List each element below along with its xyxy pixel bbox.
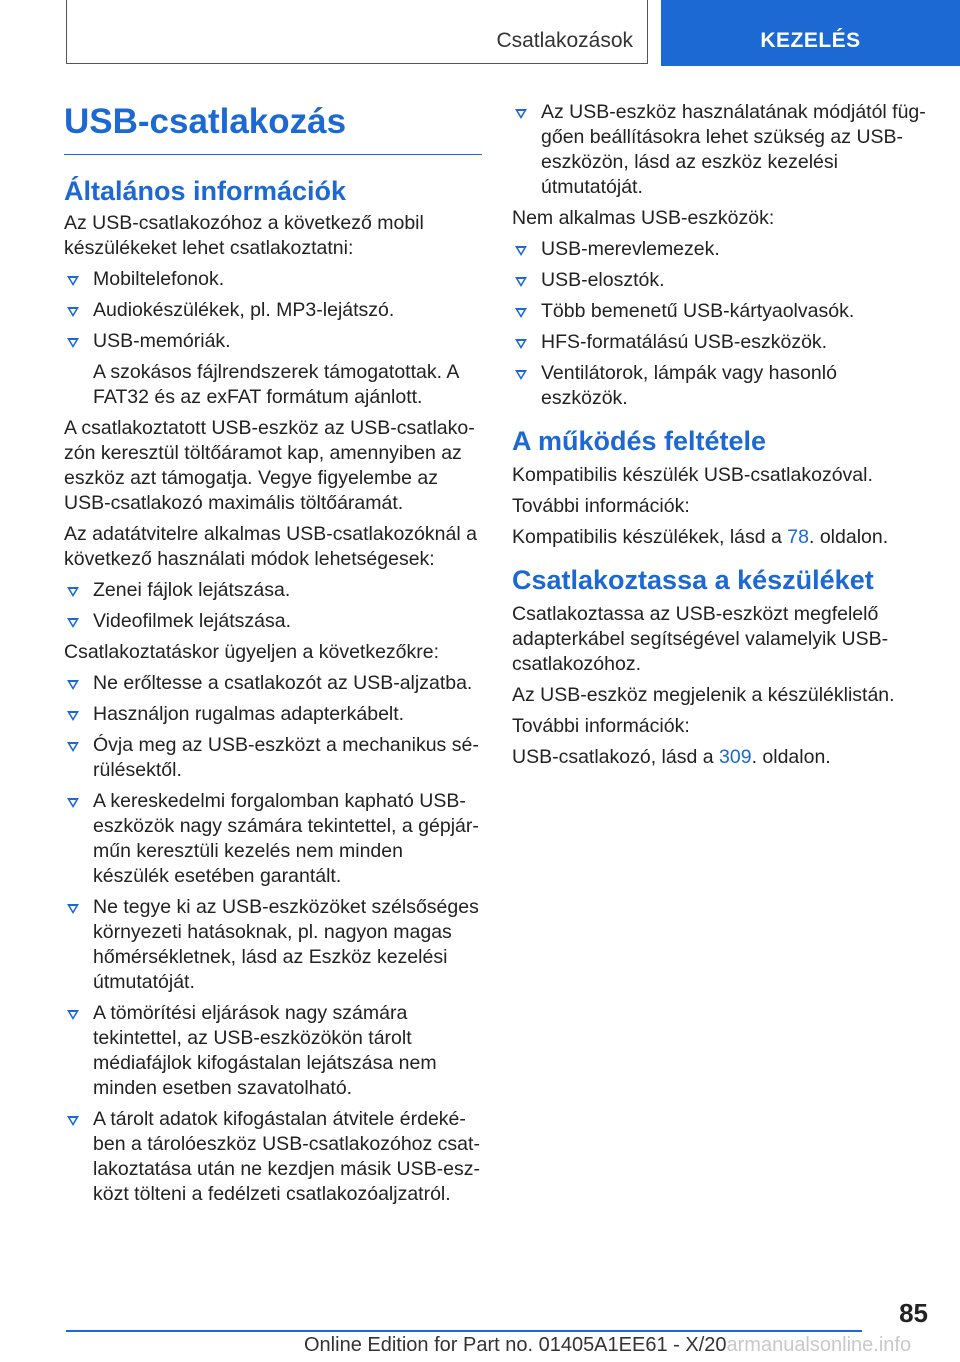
page-title: USB-csatlakozás (64, 100, 482, 155)
triangle-bullet-icon (515, 109, 527, 119)
intro-paragraph: Az USB-csatlakozóhoz a következő mobil készülékeket lehet csatlakoztatni: (64, 212, 424, 259)
edition-text: Online Edition for Part no. 01405A1EE61 - X/20 (304, 1334, 727, 1356)
watermark-text: armanualsonline.info (726, 1334, 912, 1356)
triangle-bullet-icon (515, 308, 527, 318)
connect-appears: Az USB-eszköz megjelenik a készüléklistán. (512, 684, 895, 706)
chapter-tab (661, 0, 960, 66)
list-item: Ventilátorok, lámpák vagy hasonló eszközök. (512, 361, 928, 411)
footer-divider (66, 1330, 862, 1332)
connect-text: Csatlakoztassa az USB-eszközt megfelelő adapterkábel segítségével valamelyik USB-csatlakozóhoz. (512, 603, 889, 675)
requirements-more-info: További információk: (512, 495, 690, 517)
list-item: Ne erőltesse a csatlakozót az USB-aljzatba. (64, 671, 482, 696)
list-item: USB-merevlemezek. (512, 237, 928, 262)
usage-intro: Az adatátvitelre alkalmas USB-csatlakozóknál a következő használati módok lehetségesek: (64, 523, 477, 570)
triangle-bullet-icon (67, 338, 79, 348)
filesystem-note: A szokásos fájlrendszerek támogatottak. A FAT32 és az exFAT formátum ajánlott. (93, 361, 459, 408)
list-item: Óvja meg az USB-eszközt a mechanikus sérülésektől. (64, 733, 482, 783)
page-link-78[interactable]: 78 (787, 526, 809, 548)
triangle-bullet-icon (515, 339, 527, 349)
unsuitable-intro: Nem alkalmas USB-eszközök: (512, 207, 775, 229)
footer-edition (304, 1334, 911, 1357)
list-item: A kereskedelmi forgalomban kapható USB-eszközök nagy számára tekintettel, a gépjárműn keresztüli kezelés nem minden készülék esetében garantált. (64, 789, 482, 889)
list-item: Ne tegye ki az USB-eszközöket szélsőséges környezeti hatásoknak, pl. nagyon magas hőmérsékletnek, lásd az Eszköz kezelési útmutatóját. (64, 895, 482, 995)
list-item: A tömörítési eljárások nagy számára tekintettel, az USB-eszközökön tárolt médiafájlok kifogástalan lejátszása nem minden esetben szavatolható. (64, 1001, 482, 1101)
triangle-bullet-icon (515, 277, 527, 287)
charging-paragraph: A csatlakoztatott USB-eszköz az USB-csatlakozón keresztül töltőáramot kap, amennyiben az eszköz azt támogatja. Vegye figyelembe az USB-csatlakozó maximális töltőáramát. (64, 417, 475, 514)
list-item: USB-elosztók. (512, 268, 928, 293)
triangle-bullet-icon (67, 798, 79, 808)
settings-list (512, 100, 928, 200)
section-label: Csatlakozások (496, 29, 633, 52)
triangle-bullet-icon (67, 1116, 79, 1126)
triangle-bullet-icon (67, 618, 79, 628)
triangle-bullet-icon (67, 1010, 79, 1020)
usage-list (64, 578, 482, 634)
triangle-bullet-icon (67, 307, 79, 317)
device-list (64, 267, 482, 354)
requirements-reference: Kompatibilis készülékek, lásd a 78. oldalon. (512, 526, 889, 548)
left-column (64, 100, 482, 1213)
list-item: Használjon rugalmas adapterkábelt. (64, 702, 482, 727)
page-header (66, 0, 960, 66)
requirements-heading: A működés feltétele (512, 426, 767, 456)
unsuitable-list (512, 237, 928, 411)
care-intro: Csatlakoztatáskor ügyeljen a következőkre: (64, 641, 440, 663)
triangle-bullet-icon (67, 587, 79, 597)
requirements-text: Kompatibilis készülék USB-csatlakozóval. (512, 464, 873, 486)
list-item: Mobiltelefonok. (64, 267, 482, 292)
triangle-bullet-icon (515, 370, 527, 380)
list-item: Videofilmek lejátszása. (64, 609, 482, 634)
chapter-label: KEZELÉS (760, 29, 861, 52)
care-list (64, 671, 482, 1207)
section-tab (66, 0, 648, 64)
page-number: 85 (899, 1298, 928, 1328)
triangle-bullet-icon (67, 904, 79, 914)
list-item: HFS-formatálású USB-eszközök. (512, 330, 928, 355)
right-column (512, 100, 928, 776)
list-item: A tárolt adatok kifogástalan átvitele érdekében a tárolóeszköz USB-csatlakozóhoz csatlakoztatása után ne kezdjen másik USB-eszközt tölteni a fedélzeti csatlakozóaljzatról. (64, 1107, 482, 1207)
connect-heading: Csatlakoztassa a készüléket (512, 565, 874, 595)
list-item: Zenei fájlok lejátszása. (64, 578, 482, 603)
list-item: Több bemenetű USB-kártyaolvasók. (512, 299, 928, 324)
triangle-bullet-icon (67, 711, 79, 721)
triangle-bullet-icon (67, 276, 79, 286)
page-link-309[interactable]: 309 (719, 746, 752, 768)
triangle-bullet-icon (67, 680, 79, 690)
triangle-bullet-icon (515, 246, 527, 256)
triangle-bullet-icon (67, 742, 79, 752)
list-item: USB-memóriák. (64, 329, 482, 354)
list-item: Audiokészülékek, pl. MP3-lejátszó. (64, 298, 482, 323)
general-info-heading: Általános információk (64, 176, 347, 206)
list-item: Az USB-eszköz használatának módjától függően beállításokra lehet szükség az USB-eszközön, lásd az eszköz kezelési útmutatóját. (512, 100, 928, 200)
connect-more-info: További információk: (512, 715, 690, 737)
connect-reference: USB-csatlakozó, lásd a 309. oldalon. (512, 746, 831, 768)
